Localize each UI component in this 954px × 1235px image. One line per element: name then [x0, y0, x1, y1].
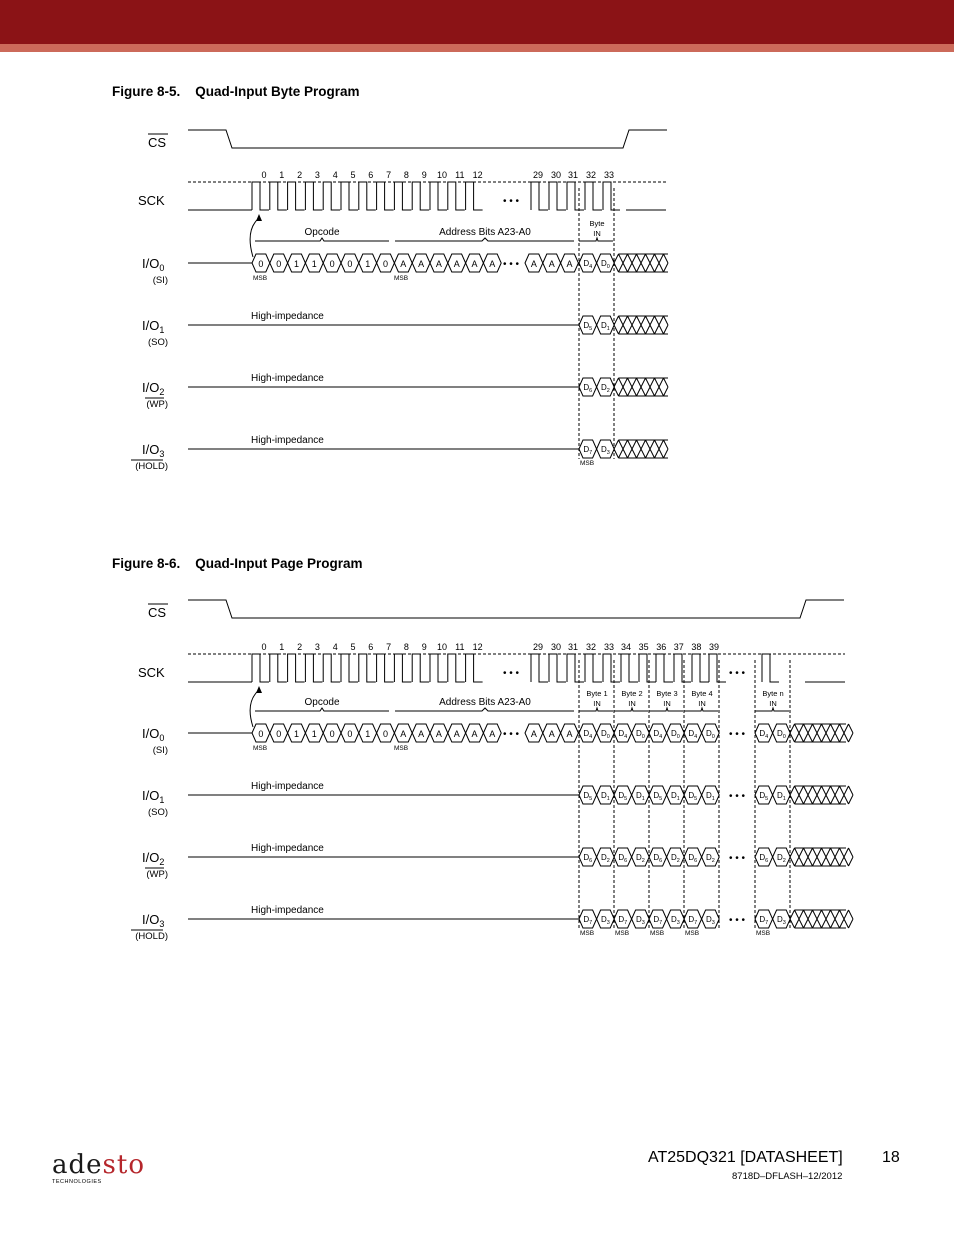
io3-msb-label-0: MSB — [579, 930, 595, 937]
io0-data-lo-label-0: $D_0$ — [600, 259, 610, 270]
io0-data-ellipsis: • • • — [728, 729, 746, 740]
io1-data-lo-label-1: $D_1$ — [635, 791, 645, 802]
io2-alt-label: (WP) — [146, 399, 168, 410]
clock-number-2: 2 — [297, 642, 303, 652]
figure-8-6-caption: Figure 8-6. Quad-Input Page Program — [112, 556, 363, 571]
address-bit-value-0: A — [400, 729, 407, 739]
io3-high-impedance-label: High-impedance — [251, 905, 324, 916]
io3-data-hi-label-2: $D_7$ — [653, 915, 663, 926]
io3-data-hi-label-0: $D_7$ — [583, 445, 593, 456]
io2-data-lo-label-0: $D_2$ — [600, 383, 610, 394]
address-label: Address Bits A23-A0 — [439, 227, 531, 238]
clock-number-29: 29 — [532, 642, 544, 652]
address-bit-value-0: A — [400, 259, 407, 269]
io1-data-hi-label-0: $D_5$ — [583, 321, 593, 332]
clock-number-9: 9 — [421, 642, 427, 652]
io2-dont-care — [614, 378, 668, 396]
address-bit-last-value-1: A — [548, 259, 555, 269]
clock-number-9: 9 — [421, 170, 427, 180]
byte-bracket-0 — [579, 238, 613, 241]
adesto-logo: adesto TECHNOLOGIES — [52, 1150, 145, 1185]
io0-data-hi-label-2: $D_4$ — [653, 729, 663, 740]
io0-data-lo-label-3: $D_0$ — [705, 729, 715, 740]
address-bit-last-value-0: A — [530, 259, 537, 269]
document-title: AT25DQ321 [DATASHEET] — [648, 1149, 843, 1166]
clock-number-35: 35 — [638, 642, 649, 652]
opcode-bracket — [255, 708, 389, 711]
io3-msb-label-2: MSB — [649, 930, 665, 937]
io0-alt-label: (SI) — [152, 275, 168, 286]
io0-data-hi-label-1: $D_4$ — [618, 729, 628, 740]
opcode-label: Opcode — [304, 697, 340, 708]
io2-data-hi-label-3: $D_6$ — [688, 853, 698, 864]
clock-number-6: 6 — [368, 642, 374, 652]
byte-in-label-1: IN — [628, 699, 636, 708]
clock-number-32: 32 — [585, 170, 597, 180]
opcode-bit-value-3: 1 — [311, 259, 317, 269]
clock-number-29: 29 — [532, 170, 544, 180]
byte-in-label-0: IN — [593, 229, 601, 238]
address-bit-value-5: A — [489, 729, 496, 739]
io2-high-impedance-label: High-impedance — [251, 843, 324, 854]
io3-data-lo-label-1: $D_3$ — [635, 915, 645, 926]
io3-msb-label-4: MSB — [755, 930, 771, 937]
io1-high-impedance-label: High-impedance — [251, 781, 324, 792]
io2-data-ellipsis: • • • — [728, 853, 746, 864]
io2-label: $I/O_2$ — [142, 850, 165, 867]
clock-number-30: 30 — [550, 642, 562, 652]
io3-msb-label-1: MSB — [614, 930, 630, 937]
io1-data-lo-label-0: $D_1$ — [600, 791, 610, 802]
clock-number-31: 31 — [567, 170, 579, 180]
cs-waveform — [188, 130, 667, 148]
opcode-bit-value-7: 0 — [382, 259, 389, 269]
io3-dont-care — [614, 440, 668, 458]
io3-data-hi-label-3: $D_7$ — [688, 915, 698, 926]
clock-number-3: 3 — [314, 170, 320, 180]
io3-data-lo-label-4: $D_3$ — [776, 915, 786, 926]
clock-number-34: 34 — [620, 642, 632, 652]
io3-data-ellipsis: • • • — [728, 915, 746, 926]
io3-data-lo-label-0: $D_3$ — [600, 915, 610, 926]
address-bracket — [395, 708, 574, 711]
opcode-bit-value-4: 0 — [329, 729, 335, 739]
clock-number-12: 12 — [472, 170, 483, 180]
io2-data-hi-label-4: $D_6$ — [759, 853, 769, 864]
address-bit-value-2: A — [435, 729, 442, 739]
opcode-bracket — [255, 238, 389, 241]
clock-edge-arrow — [250, 690, 259, 727]
sck-waveform — [252, 182, 620, 210]
io2-data-lo-label-3: $D_2$ — [705, 853, 715, 864]
io0-data-lo-label-4: $D_0$ — [776, 729, 786, 740]
quad-input-byte-program-diagram — [0, 0, 954, 520]
io0-label: $I/O_0$ — [142, 726, 165, 743]
clock-number-11: 11 — [455, 170, 465, 180]
clock-number-5: 5 — [350, 170, 356, 180]
io2-data-hi-label-1: $D_6$ — [618, 853, 628, 864]
opcode-bit-value-0: 0 — [258, 259, 264, 269]
address-bit-last-value-0: A — [530, 729, 537, 739]
quad-input-page-program-diagram — [0, 520, 954, 980]
io1-data-hi-label-3: $D_5$ — [688, 791, 698, 802]
io1-alt-label: (SO) — [147, 807, 168, 818]
io1-data-hi-label-1: $D_5$ — [618, 791, 628, 802]
address-bit-value-4: A — [471, 259, 478, 269]
clock-number-7: 7 — [386, 642, 392, 652]
opcode-bit-value-4: 0 — [329, 259, 335, 269]
io3-alt-label: (HOLD) — [135, 931, 168, 942]
io3-data-hi-label-1: $D_7$ — [618, 915, 628, 926]
io1-data-lo-label-2: $D_1$ — [670, 791, 680, 802]
io1-dont-care — [790, 786, 853, 804]
io1-high-impedance-label: High-impedance — [251, 311, 324, 322]
opcode-bit-value-1: 0 — [276, 729, 282, 739]
clock-number-36: 36 — [656, 642, 667, 652]
arrow-head — [256, 686, 262, 693]
io3-high-impedance-label: High-impedance — [251, 435, 324, 446]
clock-number-5: 5 — [350, 642, 356, 652]
opcode-bit-value-5: 0 — [347, 259, 353, 269]
clock-number-0: 0 — [261, 170, 267, 180]
io2-data-hi-label-0: $D_6$ — [583, 853, 593, 864]
clock-number-37: 37 — [673, 642, 684, 652]
io0-ellipsis: • • • — [502, 729, 520, 740]
io1-data-hi-label-4: $D_5$ — [759, 791, 769, 802]
clock-number-12: 12 — [472, 642, 483, 652]
cs-label: CS — [148, 135, 167, 150]
io2-data-lo-label-2: $D_2$ — [670, 853, 680, 864]
document-number: 8718D–DFLASH–12/2012 — [732, 1171, 843, 1182]
opcode-bit-value-2: 1 — [293, 729, 300, 739]
io0-data-lo-label-1: $D_0$ — [635, 729, 645, 740]
clock-number-38: 38 — [691, 642, 702, 652]
clock-edge-arrow — [250, 218, 259, 257]
io3-msb-label-3: MSB — [684, 930, 700, 937]
address-bit-last-value-2: A — [566, 729, 573, 739]
io1-data-lo-label-4: $D_1$ — [776, 791, 786, 802]
io3-data-hi-label-4: $D_7$ — [759, 915, 769, 926]
io3-alt-label: (HOLD) — [135, 461, 168, 472]
io0-data-hi-label-0: $D_4$ — [583, 729, 593, 740]
io3-data-lo-label-3: $D_3$ — [705, 915, 715, 926]
address-bit-value-4: A — [471, 729, 478, 739]
io0-label: $I/O_0$ — [142, 256, 165, 273]
sck-ellipsis: • • • — [502, 668, 520, 679]
io1-label: $I/O_1$ — [142, 788, 165, 805]
byte-label-3: Byte 4 — [691, 689, 713, 698]
clock-number-8: 8 — [403, 170, 409, 180]
opcode-bit-value-3: 1 — [311, 729, 317, 739]
io1-alt-label: (SO) — [147, 337, 168, 348]
address-msb-label: MSB — [393, 745, 409, 752]
byte-in-label-4: IN — [769, 699, 777, 708]
cs-label: CS — [148, 605, 167, 620]
opcode-msb-label: MSB — [252, 275, 268, 282]
io3-data-lo-label-0: $D_3$ — [600, 445, 610, 456]
clock-number-33: 33 — [603, 170, 615, 180]
clock-number-1: 1 — [279, 642, 285, 652]
opcode-bit-value-6: 1 — [365, 729, 371, 739]
io1-dont-care — [614, 316, 668, 334]
address-bit-value-2: A — [435, 259, 442, 269]
clock-number-4: 4 — [332, 642, 338, 652]
clock-number-8: 8 — [403, 642, 409, 652]
byte-label-1: Byte 2 — [621, 689, 643, 698]
clock-number-4: 4 — [332, 170, 338, 180]
opcode-bit-value-2: 1 — [293, 259, 300, 269]
byte-in-label-3: IN — [698, 699, 706, 708]
opcode-bit-value-1: 0 — [276, 259, 282, 269]
clock-number-3: 3 — [314, 642, 320, 652]
clock-number-6: 6 — [368, 170, 374, 180]
byte-bracket-0 — [579, 708, 613, 711]
clock-number-7: 7 — [386, 170, 392, 180]
clock-number-10: 10 — [436, 642, 448, 652]
io2-data-hi-label-2: $D_6$ — [653, 853, 663, 864]
io1-data-hi-label-0: $D_5$ — [583, 791, 593, 802]
page-number: 18 — [882, 1149, 900, 1166]
clock-number-33: 33 — [603, 642, 615, 652]
address-bit-value-3: A — [453, 259, 460, 269]
address-label: Address Bits A23-A0 — [439, 697, 531, 708]
io3-label: $I/O_3$ — [142, 912, 165, 929]
io0-dont-care — [614, 254, 668, 272]
address-bit-last-value-2: A — [566, 259, 573, 269]
address-bracket — [395, 238, 574, 241]
byte-bracket-2 — [649, 708, 683, 711]
io2-dont-care — [790, 848, 853, 866]
io0-data-lo-label-0: $D_0$ — [600, 729, 610, 740]
io3-data-hi-label-0: $D_7$ — [583, 915, 593, 926]
io0-dont-care — [790, 724, 853, 742]
byte-label-0: Byte 1 — [586, 689, 608, 698]
opcode-bit-value-6: 1 — [365, 259, 371, 269]
byte-label-0: Byte — [589, 219, 605, 228]
io0-data-lo-label-2: $D_0$ — [670, 729, 680, 740]
opcode-bit-value-7: 0 — [382, 729, 389, 739]
cs-waveform — [188, 600, 844, 618]
io2-data-lo-label-0: $D_2$ — [600, 853, 610, 864]
io1-data-hi-label-2: $D_5$ — [653, 791, 663, 802]
io1-data-lo-label-3: $D_1$ — [705, 791, 715, 802]
io3-label: $I/O_3$ — [142, 442, 165, 459]
sck-ellipsis: • • • — [502, 196, 520, 207]
io0-data-hi-label-3: $D_4$ — [688, 729, 698, 740]
byte-bracket-1 — [614, 708, 648, 711]
clock-number-30: 30 — [550, 170, 562, 180]
clock-number-0: 0 — [261, 642, 267, 652]
io1-data-ellipsis: • • • — [728, 791, 746, 802]
clock-number-31: 31 — [567, 642, 579, 652]
arrow-head — [256, 214, 262, 221]
io2-data-hi-label-0: $D_6$ — [583, 383, 593, 394]
io3-dont-care — [790, 910, 853, 928]
address-bit-value-3: A — [453, 729, 460, 739]
io3-msb-label-0: MSB — [579, 460, 595, 467]
byte-label-2: Byte 3 — [656, 689, 678, 698]
figure-8-5-caption: Figure 8-5. Quad-Input Byte Program — [112, 84, 360, 99]
byte-label-4: Byte n — [762, 689, 784, 698]
byte-in-label-0: IN — [593, 699, 601, 708]
clock-number-2: 2 — [297, 170, 303, 180]
byte-in-label-2: IN — [663, 699, 671, 708]
io0-data-hi-label-0: $D_4$ — [583, 259, 593, 270]
byte-bracket-4 — [755, 708, 789, 711]
opcode-label: Opcode — [304, 227, 340, 238]
io0-data-hi-label-4: $D_4$ — [759, 729, 769, 740]
opcode-msb-label: MSB — [252, 745, 268, 752]
opcode-bit-value-5: 0 — [347, 729, 353, 739]
io0-alt-label: (SI) — [152, 745, 168, 756]
byte-bracket-3 — [684, 708, 718, 711]
clock-number-1: 1 — [279, 170, 285, 180]
address-bit-last-value-1: A — [548, 729, 555, 739]
io2-data-lo-label-4: $D_2$ — [776, 853, 786, 864]
io3-data-lo-label-2: $D_3$ — [670, 915, 680, 926]
address-bit-value-1: A — [418, 259, 425, 269]
sck-label: SCK — [138, 665, 165, 680]
opcode-bit-value-0: 0 — [258, 729, 264, 739]
io0-ellipsis: • • • — [502, 259, 520, 270]
io2-label: $I/O_2$ — [142, 380, 165, 397]
clock-number-11: 11 — [455, 642, 465, 652]
io2-data-lo-label-1: $D_2$ — [635, 853, 645, 864]
address-bit-value-5: A — [489, 259, 496, 269]
sck-ellipsis-2: • • • — [728, 668, 746, 679]
io2-alt-label: (WP) — [146, 869, 168, 880]
clock-number-39: 39 — [708, 642, 720, 652]
clock-number-10: 10 — [436, 170, 448, 180]
address-msb-label: MSB — [393, 275, 409, 282]
address-bit-value-1: A — [418, 729, 425, 739]
clock-number-32: 32 — [585, 642, 597, 652]
io1-data-lo-label-0: $D_1$ — [600, 321, 610, 332]
sck-label: SCK — [138, 193, 165, 208]
io1-label: $I/O_1$ — [142, 318, 165, 335]
io2-high-impedance-label: High-impedance — [251, 373, 324, 384]
